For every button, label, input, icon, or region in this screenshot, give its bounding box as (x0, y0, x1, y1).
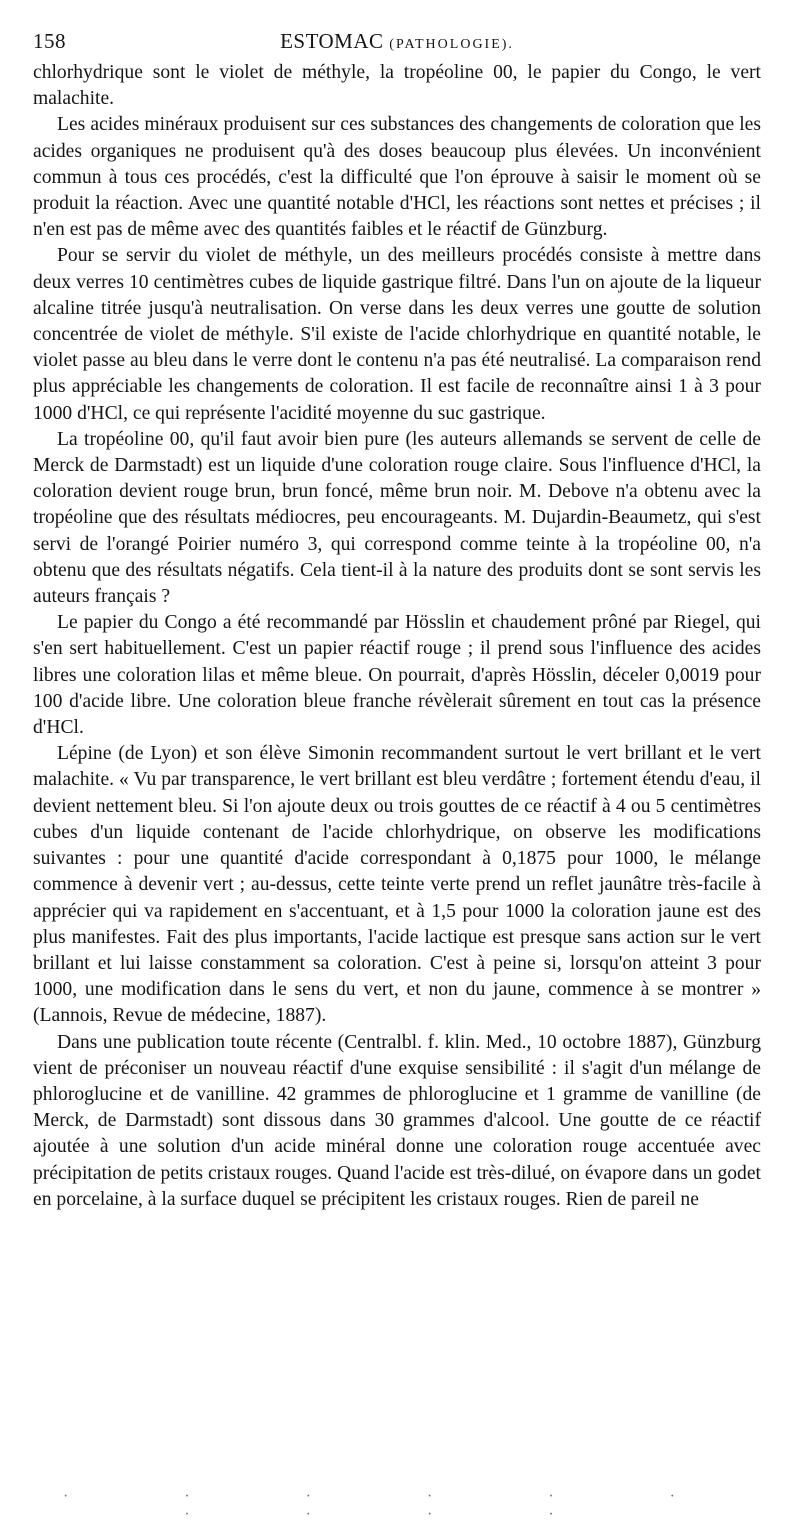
paragraph-congo-paper: Le papier du Congo a été recommandé par Hösslin et chaudement prôné par Riegel, qui s'en sert habituellement. C'est un papier réactif rouge ; il prend sous l'influence des acides libres une coloration lilas et même bleue. On pourrait, d'après Hösslin, déceler 0,0019 pour 100 d'acide libre. Une coloration bleue franche révèlerait sûrement en tout cas la présence d'HCl. (33, 612, 761, 739)
running-header (33, 26, 761, 56)
running-title-subtitle: (PATHOLOGIE). (389, 37, 514, 52)
paragraph-brilliant-green: Lépine (de Lyon) et son élève Simonin recommandent surtout le vert brillant et le vert malachite. « Vu par transparence, le vert brillant est bleu verdâtre ; fortement étendu d'eau, il devient nettement bleu. Si l'on ajoute deux ou trois gouttes de ce réactif à 4 ou 5 centimètres cubes d'un liquide contenant de l'acide chlorhydrique, on observe les modifications suivantes : pour une quantité d'acide correspondant à 0,1875 pour 1000, le mélange commence à devenir vert ; au-dessus, cette teinte verte prend un reflet jaunâtre très-facile à apprécier qui va rapidement en s'accentuant, et à 1,5 pour 1000 la coloration jaune est des plus manifestes. Fait des plus importants, l'acide lactique est presque sans action sur le vert brillant et lui laisse constamment sa coloration. C'est à peine si, lorsqu'on atteint 3 pour 1000, une modification dans le sens du vert, et non du jaune, commence à se montrer » (Lannois, Revue de médecine, 1887). (33, 743, 761, 1027)
running-title (33, 26, 761, 60)
paragraph-continued: chlorhydrique sont le violet de méthyle, la tropéoline 00, le papier du Congo, le vert malachite. (33, 62, 761, 110)
paragraph-tropeoline: La tropéoline 00, qu'il faut avoir bien pure (les auteurs allemands se servent de celle de Merck de Darmstadt) est un liquide d'une coloration rouge claire. Sous l'influence d'HCl, la coloration devient rouge brun, brun foncé, même brun noir. M. Debove n'a obtenu avec la tropéoline que des résultats médiocres, peu encourageants. M. Dujardin-Beaumetz, qui s'est servi de l'orangé Poirier numéro 3, qui correspond comme teinte à la tropéoline 00, n'a obtenu que des résultats négatifs. Cela tient-il à la nature des produits dont se sont servis les auteurs français ? (33, 428, 761, 608)
book-page (33, 26, 761, 1213)
paragraph-mineral-acids: Les acides minéraux produisent sur ces substances des changements de coloration que les acides organiques ne produisent qu'à des doses beaucoup plus élevées. Un inconvénient commun à tous ces procédés, c'est la difficulté que l'on éprouve à saisir le moment où se produit la réaction. Avec une quantité notable d'HCl, les réactions sont nettes et précises ; il n'en est pas de même avec des quantités faibles et le réactif de Günzburg. (33, 114, 761, 241)
page-number: 158 (33, 29, 66, 53)
body-text (33, 60, 761, 1213)
paragraph-methyl-violet: Pour se servir du violet de méthyle, un des meilleurs procédés consiste à mettre dans deux verres 10 centimètres cubes de liquide gastrique filtré. Dans l'un on ajoute de la liqueur alcaline titrée jusqu'à neutralisation. On verse dans les deux verres une goutte de solution concentrée de violet de méthyle. S'il existe de l'acide chlorhydrique en quantité notable, le violet passe au bleu dans le verre dont le contenu n'a pas été neutralisé. La comparaison rend plus appréciable les changements de coloration. Il est facile de reconnaître ainsi 1 à 3 pour 1000 d'HCl, ce qui représente l'acidité moyenne du suc gastrique. (33, 245, 761, 424)
footer-dots: · · · · · · · · · · (63, 1488, 731, 1523)
paragraph-gunzburg-reagent: Dans une publication toute récente (Centralbl. f. klin. Med., 10 octobre 1887), Günzburg vient de préconiser un nouveau réactif d'une exquise sensibilité : il s'agit d'un mélange de phloroglucine et de vanilline. 42 grammes de phloroglucine et 1 gramme de vanilline (de Merck, de Darmstadt) sont dissous dans 30 grammes d'alcool. Une goutte de ce réactif ajoutée à une solution d'un acide minéral donne une coloration rouge accentuée avec précipitation de petits cristaux rouges. Quand l'acide est très-dilué, on évapore dans un godet en porcelaine, à la surface duquel se précipitent les cristaux rouges. Rien de pareil ne (33, 1031, 761, 1210)
running-title-main: ESTOMAC (280, 29, 384, 53)
